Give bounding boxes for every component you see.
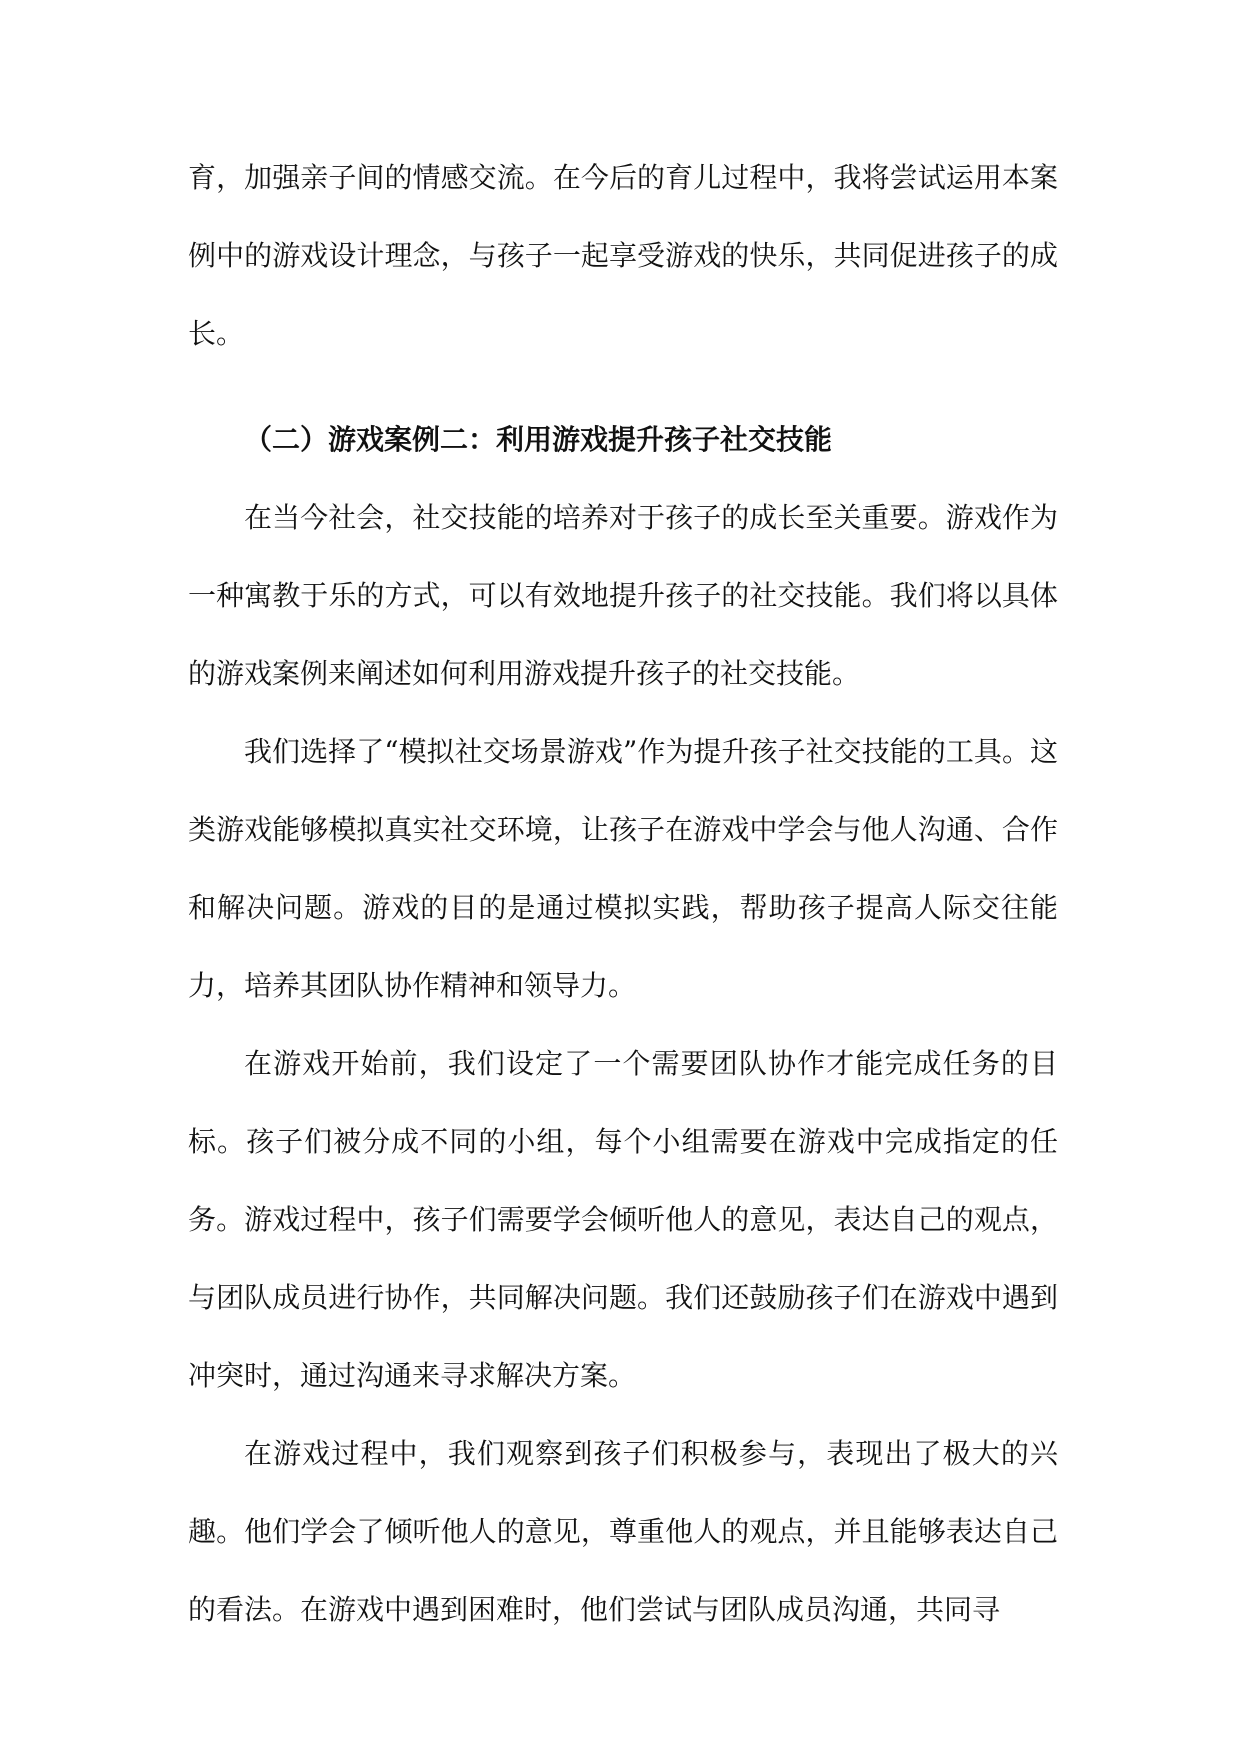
paragraph-game-setup: 在游戏开始前，我们设定了一个需要团队协作才能完成任务的目标。孩子们被分成不同的小组，每个小组需要在游戏中完成指定的任务。游戏过程中，孩子们需要学会倾听他人的意见，表达自己的观点，与团队成员进行协作，共同解决问题。我们还鼓励孩子们在游戏中遇到冲突时，通过沟通来寻求解决方案。 (188, 1047, 1058, 1392)
section-heading: （二）游戏案例二：利用游戏提升孩子社交技能 (244, 423, 833, 456)
paragraph-social-skills-intro: 在当今社会，社交技能的培养对于孩子的成长至关重要。游戏作为一种寓教于乐的方式，可以有效地提升孩子的社交技能。我们将以具体的游戏案例来阐述如何利用游戏提升孩子的社交技能。 (188, 501, 1058, 690)
continuation-paragraph: 育，加强亲子间的情感交流。在今后的育儿过程中，我将尝试运用本案例中的游戏设计理念，与孩子一起享受游戏的快乐，共同促进孩子的成长。 (188, 161, 1058, 350)
paragraph-game-selection: 我们选择了“模拟社交场景游戏”作为提升孩子社交技能的工具。这类游戏能够模拟真实社交环境，让孩子在游戏中学会与他人沟通、合作和解决问题。游戏的目的是通过模拟实践，帮助孩子提高人际交往能力，培养其团队协作精神和领导力。 (188, 735, 1058, 1002)
paragraph-observations: 在游戏过程中，我们观察到孩子们积极参与，表现出了极大的兴趣。他们学会了倾听他人的意见，尊重他人的观点，并且能够表达自己的看法。在游戏中遇到困难时，他们尝试与团队成员沟通，共同寻 (188, 1437, 1058, 1626)
document-body (188, 139, 1058, 1649)
